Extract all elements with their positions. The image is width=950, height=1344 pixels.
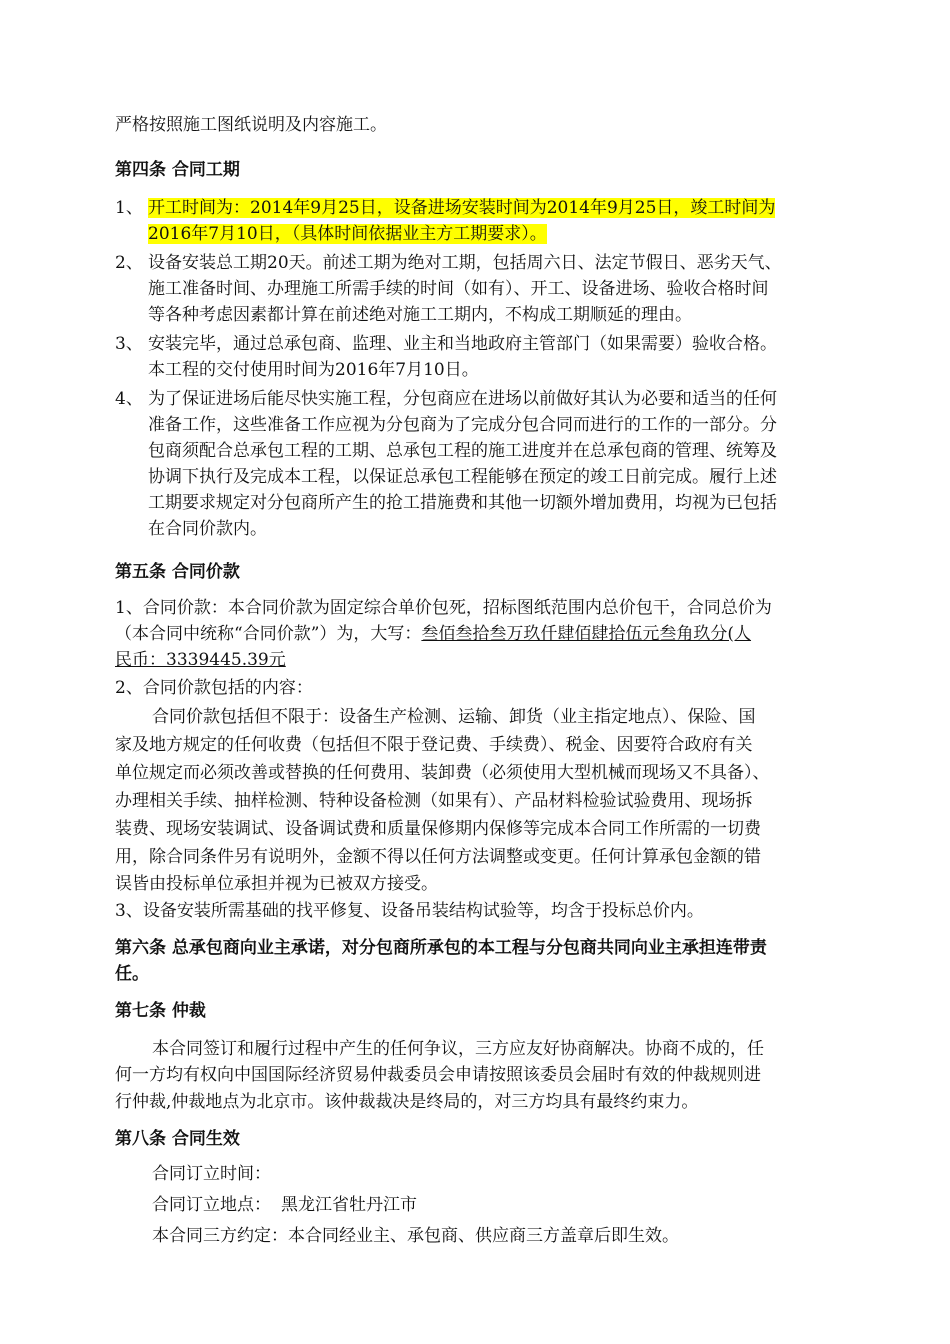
item-4-line-3: 包商须配合总承包工程的工期、总承包工程的施工进度并在总承包商的管理、统筹及	[148, 441, 777, 461]
price-contents-line-7: 误皆由投标单位承担并视为已被双方接受。	[115, 874, 438, 894]
item-number: 1、	[115, 198, 143, 218]
amount-in-words: 叁佰叁拾叁万玖仟肆佰肆拾伍元叁角玖分(人	[421, 624, 752, 644]
price-contents-line-2: 家及地方规定的任何收费（包括但不限于登记费、手续费）、税金、因要符合政府有关	[115, 735, 753, 755]
article-7-heading: 第七条 仲裁	[115, 1001, 206, 1021]
article-8-heading: 第八条 合同生效	[115, 1129, 240, 1149]
arbitration-line-2: 何一方均有权向中国国际经济贸易仲裁委员会申请按照该委员会届时有效的仲裁规则进	[115, 1065, 761, 1085]
price-label: （本合同中统称“合同价款”）为，大写：	[115, 624, 422, 644]
price-contents-title: 2、合同价款包括的内容：	[115, 678, 313, 698]
article-4-heading: 第四条 合同工期	[115, 160, 240, 180]
item-1-line-1	[148, 197, 775, 219]
item-number: 4、	[115, 389, 143, 409]
price-contents-line-3: 单位规定而必须改善或替换的任何费用、装卸费（必须使用大型机械而现场又不具备）、	[115, 763, 770, 783]
price-contents-line-4: 办理相关手续、抽样检测、特种设备检测（如果有）、产品材料检验试验费用、现场拆	[115, 791, 753, 811]
item-4-line-2: 准备工作，这些准备工作应视为分包商为了完成分包合同而进行的工作的一部分。分	[148, 415, 777, 435]
item-4-line-6: 在合同价款内。	[148, 519, 267, 539]
intro-line: 严格按照施工图纸说明及内容施工。	[115, 115, 387, 135]
price-line-2	[115, 623, 751, 645]
article-5-heading: 第五条 合同价款	[115, 562, 240, 582]
price-line-foundation: 3、设备安装所需基础的找平修复、设备吊装结构试验等，均含于投标总价内。	[115, 901, 704, 921]
highlighted-text: 2016年7月10日，（具体时间依据业主方工期要求）。	[148, 224, 547, 244]
item-2-line-3: 等各种考虑因素都计算在前述绝对施工工期内，不构成工期顺延的理由。	[148, 305, 692, 325]
item-2-line-2: 施工准备时间、办理施工所需手续的时间（如有）、开工、设备进场、验收合格时间	[148, 279, 769, 299]
item-2-line-1: 设备安装总工期20天。前述工期为绝对工期，包括周六日、法定节假日、恶劣天气、	[148, 253, 782, 273]
arbitration-line-1: 本合同签订和履行过程中产生的任何争议，三方应友好协商解决。协商不成的，任	[152, 1039, 764, 1059]
amount-in-numbers: 民币：3339445.39元	[115, 650, 286, 670]
signing-time-label: 合同订立时间：	[152, 1164, 271, 1184]
arbitration-line-3: 行仲裁,仲裁地点为北京市。该仲裁裁决是终局的，对三方均具有最终约束力。	[115, 1092, 699, 1112]
article-6-heading-line-1: 第六条 总承包商向业主承诺，对分包商所承包的本工程与分包商共同向业主承担连带责	[115, 938, 767, 958]
item-4-line-1: 为了保证进场后能尽快实施工程，分包商应在进场以前做好其认为必要和适当的任何	[148, 389, 777, 409]
price-contents-line-1: 合同价款包括但不限于：设备生产检测、运输、卸货（业主指定地点）、保险、国	[152, 707, 756, 727]
signing-place-label: 合同订立地点：	[152, 1195, 271, 1215]
price-contents-line-5: 装费、现场安装调试、设备调试费和质量保修期内保修等完成本合同工作所需的一切费	[115, 819, 761, 839]
highlighted-text: 开工时间为：2014年9月25日，设备进场安装时间为2014年9月25日，竣工时间为	[148, 198, 776, 218]
item-3-line-1: 安装完毕，通过总承包商、监理、业主和当地政府主管部门（如果需要）验收合格。	[148, 334, 777, 354]
signing-place-value: 黑龙江省牡丹江市	[281, 1195, 417, 1215]
item-4-line-5: 工期要求规定对分包商所产生的抢工措施费和其他一切额外增加费用，均视为已包括	[148, 493, 777, 513]
item-number: 3、	[115, 334, 143, 354]
price-contents-line-6: 用，除合同条件另有说明外，金额不得以任何方法调整或变更。任何计算承包金额的错	[115, 847, 761, 867]
price-line-1: 1、合同价款：本合同价款为固定综合单价包死，招标图纸范围内总价包干，合同总价为	[115, 598, 772, 618]
item-1-line-2	[148, 223, 547, 245]
item-3-line-2: 本工程的交付使用时间为2016年7月10日。	[148, 360, 479, 380]
item-4-line-4: 协调下执行及完成本工程，以保证总承包工程能够在预定的竣工日前完成。履行上述	[148, 467, 777, 487]
article-6-heading-line-2: 任。	[115, 964, 149, 984]
price-line-3	[115, 649, 286, 671]
item-number: 2、	[115, 253, 143, 273]
signing-place-line	[152, 1194, 417, 1216]
agreement-line: 本合同三方约定：本合同经业主、承包商、供应商三方盖章后即生效。	[152, 1226, 679, 1246]
